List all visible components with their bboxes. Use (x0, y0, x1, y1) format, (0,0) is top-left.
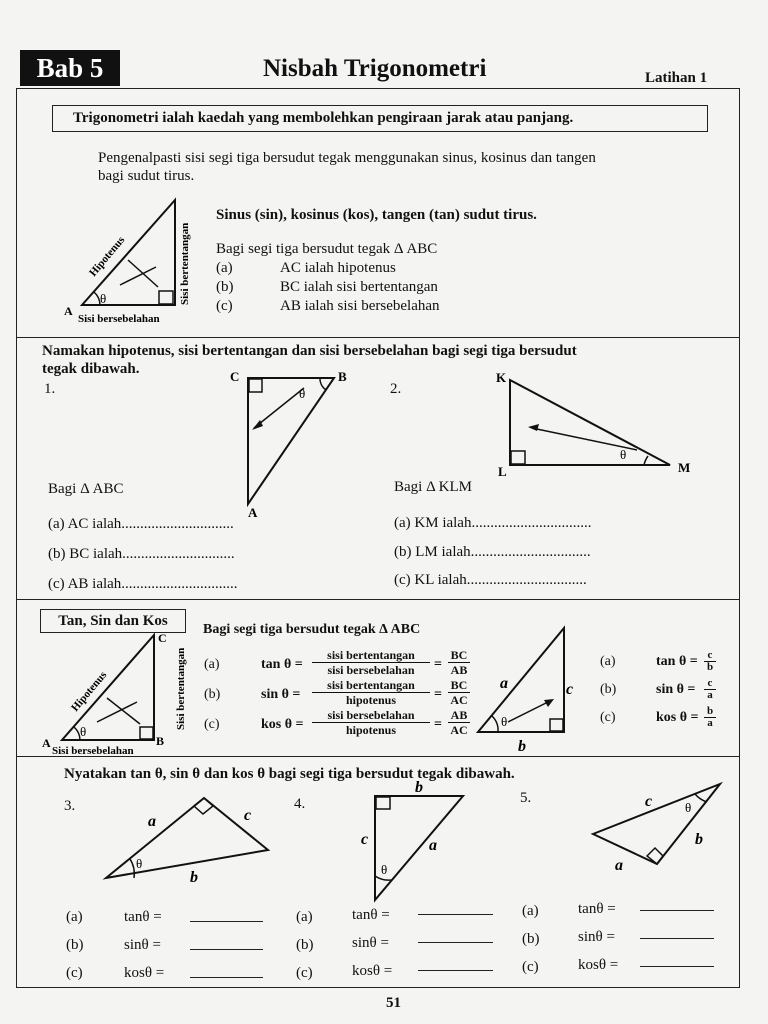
vertex-b-label: B (156, 734, 165, 748)
example-name: tan θ = (656, 654, 698, 669)
section2-heading: Namakan hipotenus, sisi bertentangan dan sisi bersebelahan bagi segi tiga bersudut (42, 343, 577, 359)
answer-blank[interactable] (640, 966, 714, 967)
example-name: sin θ = (656, 682, 696, 697)
q3-triangle-figure (100, 790, 280, 895)
example-fraction: $\frac{b}{a}$ (704, 706, 716, 729)
vertex-a-label: A (64, 304, 73, 318)
side-b-label: b (518, 738, 526, 755)
intro-item-label: (a) (216, 260, 233, 276)
side-b-label: b (695, 831, 703, 848)
section3-lead: Bagi segi tiga bersudut tegak Δ ABC (203, 622, 421, 637)
formula-fraction: sisi bertentangan hipotenus (312, 678, 430, 707)
answer-name: tanθ = (352, 907, 390, 923)
intro-item-label: (c) (216, 298, 233, 314)
intro-item-text: AB ialah sisi bersebelahan (280, 298, 440, 314)
answer-label: (c) (66, 965, 83, 981)
intro-triangle-figure (60, 195, 210, 330)
intro-item-label: (b) (216, 279, 234, 295)
theta-label: θ (100, 291, 107, 306)
answer-line[interactable]: (a) KM ialah................................ (394, 515, 592, 531)
answer-name: sinθ = (352, 935, 389, 951)
formula-fraction: sisi bersebelahan hipotenus (312, 708, 430, 737)
q1-lead: Bagi Δ ABC (48, 481, 124, 497)
side-b-label: b (415, 779, 423, 796)
side-c-label: c (244, 807, 252, 824)
answer-blank[interactable] (640, 938, 714, 939)
answer-blank[interactable] (190, 949, 263, 950)
theta-label: θ (80, 724, 87, 739)
example-label: (a) (600, 654, 616, 669)
answer-label: (a) (66, 909, 83, 925)
question-number: 3. (64, 798, 76, 814)
equals-sign: = (434, 657, 442, 672)
answer-label: (c) (296, 965, 313, 981)
theta-label: θ (501, 714, 508, 729)
answer-label: (b) (66, 937, 84, 953)
question-number: 1. (44, 381, 56, 397)
intro-item-text: AC ialah hipotenus (280, 260, 396, 276)
question-number: 2. (390, 381, 402, 397)
answer-name: sinθ = (578, 929, 615, 945)
answer-blank[interactable] (640, 910, 714, 911)
answer-name: tanθ = (578, 901, 616, 917)
formula-fraction: sisi bertentangan sisi bersebelahan (312, 648, 430, 677)
answer-blank[interactable] (418, 914, 493, 915)
example-fraction: $\frac{c}{a}$ (704, 678, 716, 701)
q1-triangle-figure (226, 366, 351, 521)
hypotenuse-label: Hipotenus (69, 669, 110, 714)
q2-triangle-figure (492, 368, 697, 483)
formula-ratio: $\frac{BC}{AB}$ (448, 648, 470, 677)
example-name: kos θ = (656, 710, 699, 725)
answer-line[interactable]: (a) AC ialah.............................. (48, 516, 234, 532)
side-c-label: c (361, 831, 369, 848)
example-fraction: $\frac{c}{b}$ (704, 650, 716, 673)
intro-text: bagi sudut tirus. (98, 168, 195, 184)
vertex-m-label: M (678, 460, 691, 475)
formula-name: tan θ = (261, 657, 303, 672)
equals-sign: = (434, 687, 442, 702)
section-divider (16, 337, 740, 338)
question-number: 4. (294, 796, 306, 812)
vertex-a-label: A (42, 736, 51, 750)
theta-label: θ (685, 800, 692, 815)
answer-name: kosθ = (352, 963, 393, 979)
answer-label: (a) (296, 909, 313, 925)
opposite-label: Sisi bertentangan (175, 647, 187, 730)
answer-line[interactable]: (c) AB ialah............................... (48, 576, 238, 592)
formula-label: (b) (204, 687, 221, 702)
q4-triangle-figure (355, 776, 475, 906)
section3-triangle-figure (42, 630, 192, 758)
answer-label: (a) (522, 903, 539, 919)
vertex-k-label: K (496, 370, 507, 385)
vertex-l-label: L (498, 464, 507, 479)
answer-name: tanθ = (124, 909, 162, 925)
example-label: (b) (600, 682, 617, 697)
answer-label: (b) (296, 937, 314, 953)
theta-label: θ (299, 386, 306, 401)
side-b-label: b (190, 869, 198, 886)
definition-box: Trigonometri ialah kaedah yang membolehkan pengiraan jarak atau panjang. (52, 105, 708, 132)
page-number: 51 (386, 995, 401, 1011)
section4-heading: Nyatakan tan θ, sin θ dan kos θ bagi segi tiga bersudut tegak dibawah. (64, 766, 515, 782)
answer-blank[interactable] (418, 970, 493, 971)
theta-label: θ (136, 856, 143, 871)
formula-name: sin θ = (261, 687, 301, 702)
question-number: 5. (520, 790, 532, 806)
q2-lead: Bagi Δ KLM (394, 479, 472, 495)
adjacent-label: Sisi bersebelahan (52, 745, 134, 757)
formula-label: (c) (204, 717, 220, 732)
formula-ratio: $\frac{BC}{AC}$ (448, 678, 470, 707)
theta-label: θ (381, 862, 388, 877)
answer-name: sinθ = (124, 937, 161, 953)
answer-name: kosθ = (124, 965, 165, 981)
formula-label: (a) (204, 657, 220, 672)
answer-blank[interactable] (190, 921, 263, 922)
adjacent-label: Sisi bersebelahan (78, 313, 160, 325)
side-a-label: a (500, 675, 508, 692)
answer-line[interactable]: (b) BC ialah.............................. (48, 546, 235, 562)
page-title: Nisbah Trigonometri (263, 55, 487, 82)
answer-blank[interactable] (418, 942, 493, 943)
vertex-b-label: B (338, 369, 347, 384)
vertex-c-label: C (158, 631, 167, 645)
answer-name: kosθ = (578, 957, 619, 973)
theta-label: θ (620, 447, 627, 462)
hypotenuse-label: Hipotenus (87, 234, 128, 279)
opposite-label: Sisi bertentangan (179, 222, 191, 305)
side-a-label: a (615, 857, 623, 874)
example-triangle-figure (468, 620, 588, 755)
side-c-label: c (645, 793, 653, 810)
answer-line[interactable]: (c) KL ialah................................ (394, 572, 587, 588)
tan-sin-kos-title: Tan, Sin dan Kos (40, 609, 186, 633)
exercise-label: Latihan 1 (645, 70, 708, 86)
side-a-label: a (429, 837, 437, 854)
vertex-c-label: C (230, 369, 240, 384)
example-label: (c) (600, 710, 616, 725)
intro-text: Pengenalpasti sisi segi tiga bersudut tegak menggunakan sinus, kosinus dan tangen (98, 150, 596, 166)
side-a-label: a (148, 813, 156, 830)
formula-ratio: $\frac{AB}{AC}$ (448, 708, 470, 737)
vertex-a-label: A (248, 505, 258, 520)
answer-line[interactable]: (b) LM ialah................................ (394, 544, 591, 560)
answer-label: (c) (522, 959, 539, 975)
equals-sign: = (434, 717, 442, 732)
answer-label: (b) (522, 931, 540, 947)
formula-name: kos θ = (261, 717, 304, 732)
side-c-label: c (566, 681, 574, 698)
section-divider (16, 599, 740, 600)
chapter-label: Bab 5 (20, 50, 120, 86)
section2-heading: tegak dibawah. (42, 361, 140, 377)
intro-heading: Sinus (sin), kosinus (kos), tangen (tan) sudut tirus. (216, 207, 537, 223)
answer-blank[interactable] (190, 977, 263, 978)
intro-lead: Bagi segi tiga bersudut tegak Δ ABC (216, 241, 438, 257)
q5-triangle-figure (585, 776, 725, 876)
intro-item-text: BC ialah sisi bertentangan (280, 279, 438, 295)
